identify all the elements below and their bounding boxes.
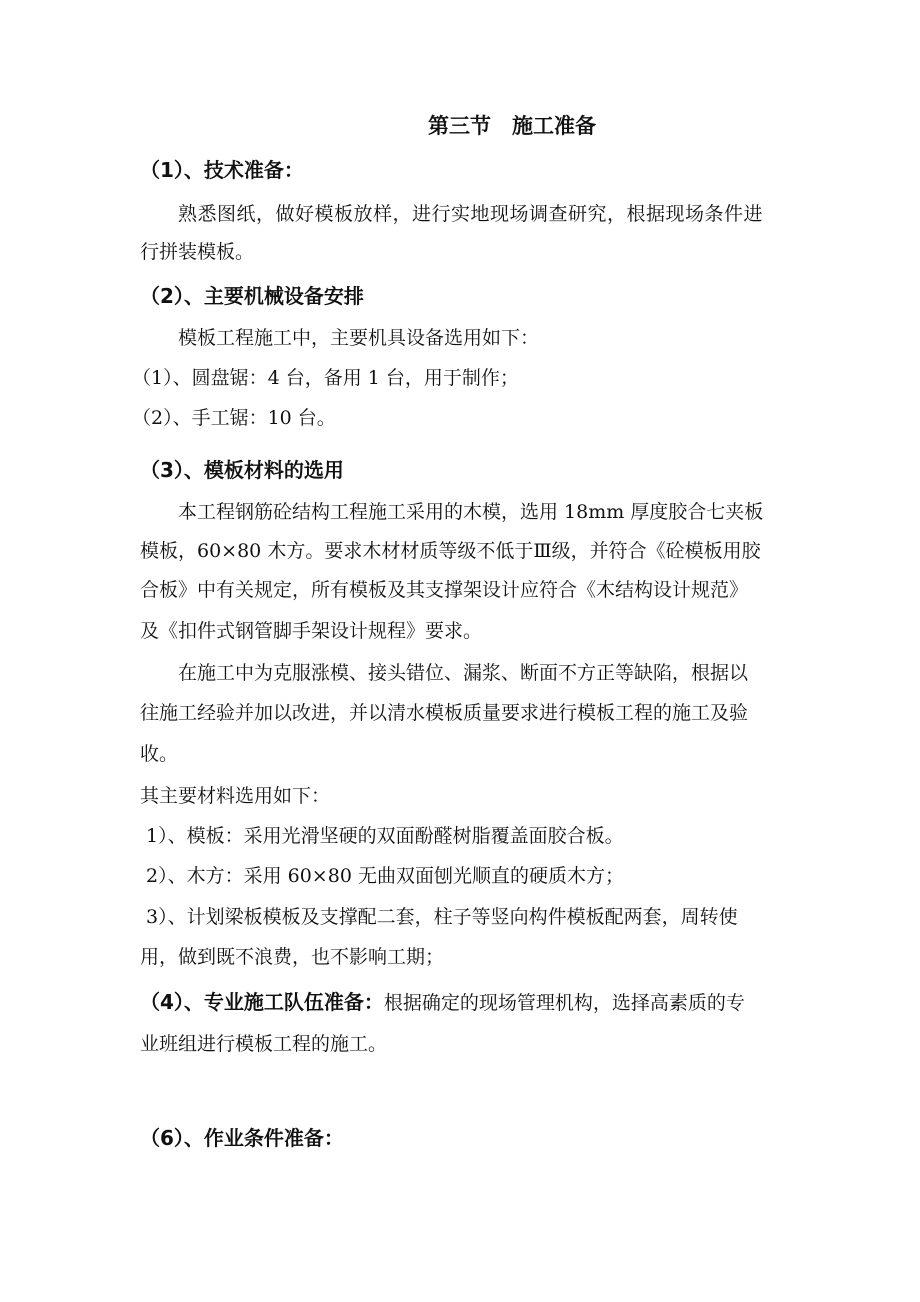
list-item: （1）、圆盘锯：4 台，备用 1 台，用于制作； [132,367,519,389]
section-4-heading: （4）、专业施工队伍准备： [140,990,384,1014]
paragraph-line: 熟悉图纸，做好模板放样，进行实地现场调查研究，根据现场条件进 [178,203,764,225]
paragraph-line: 及《扣件式钢管脚手架设计规程》要求。 [140,620,483,642]
paragraph-line: 业班组进行模板工程的施工。 [140,1033,388,1055]
list-item: 用，做到既不浪费，也不影响工期； [140,946,445,968]
section-1-heading: （1）、技术准备： [140,158,304,182]
list-item: 3）、计划梁板模板及支撑配二套，柱子等竖向构件模板配两套，周转使 [146,906,738,928]
section-3-heading: （3）、模板材料的选用 [140,458,344,482]
paragraph-line: 行拼装模板。 [140,241,255,263]
list-item: 1）、模板：采用光滑坚硬的双面酚醛树脂覆盖面胶合板。 [146,825,624,847]
list-item: 2）、木方：采用 60×80 无曲双面刨光顺直的硬质木方； [146,865,624,887]
paragraph-line: 其主要材料选用如下： [140,785,331,807]
page-title: 第三节 施工准备 [428,114,596,138]
paragraph-line: 本工程钢筋砼结构工程施工采用的木模，选用 18mm 厚度胶合七夹板 [178,501,764,523]
paragraph-line: 模板，60×80 木方。要求木材材质等级不低于Ⅲ级，并符合《砼模板用胶 [140,540,761,562]
section-4-line [140,990,745,1015]
section-4-text: 根据确定的现场管理机构，选择高素质的专 [383,992,745,1014]
paragraph-line: 收。 [140,743,179,765]
paragraph-line: 在施工中为克服涨模、接头错位、漏浆、断面不方正等缺陷，根据以 [178,662,749,684]
paragraph-line: 模板工程施工中，主要机具设备选用如下： [178,327,540,349]
paragraph-line: 往施工经验并加以改进，并以清水模板质量要求进行模板工程的施工及验 [140,702,749,724]
list-item: （2）、手工锯：10 台。 [132,407,336,429]
section-2-heading: （2）、主要机械设备安排 [140,284,364,308]
section-6-heading: （6）、作业条件准备： [140,1126,344,1150]
paragraph-line: 合板》中有关规定，所有模板及其支撑架设计应符合《木结构设计规范》 [140,579,749,601]
